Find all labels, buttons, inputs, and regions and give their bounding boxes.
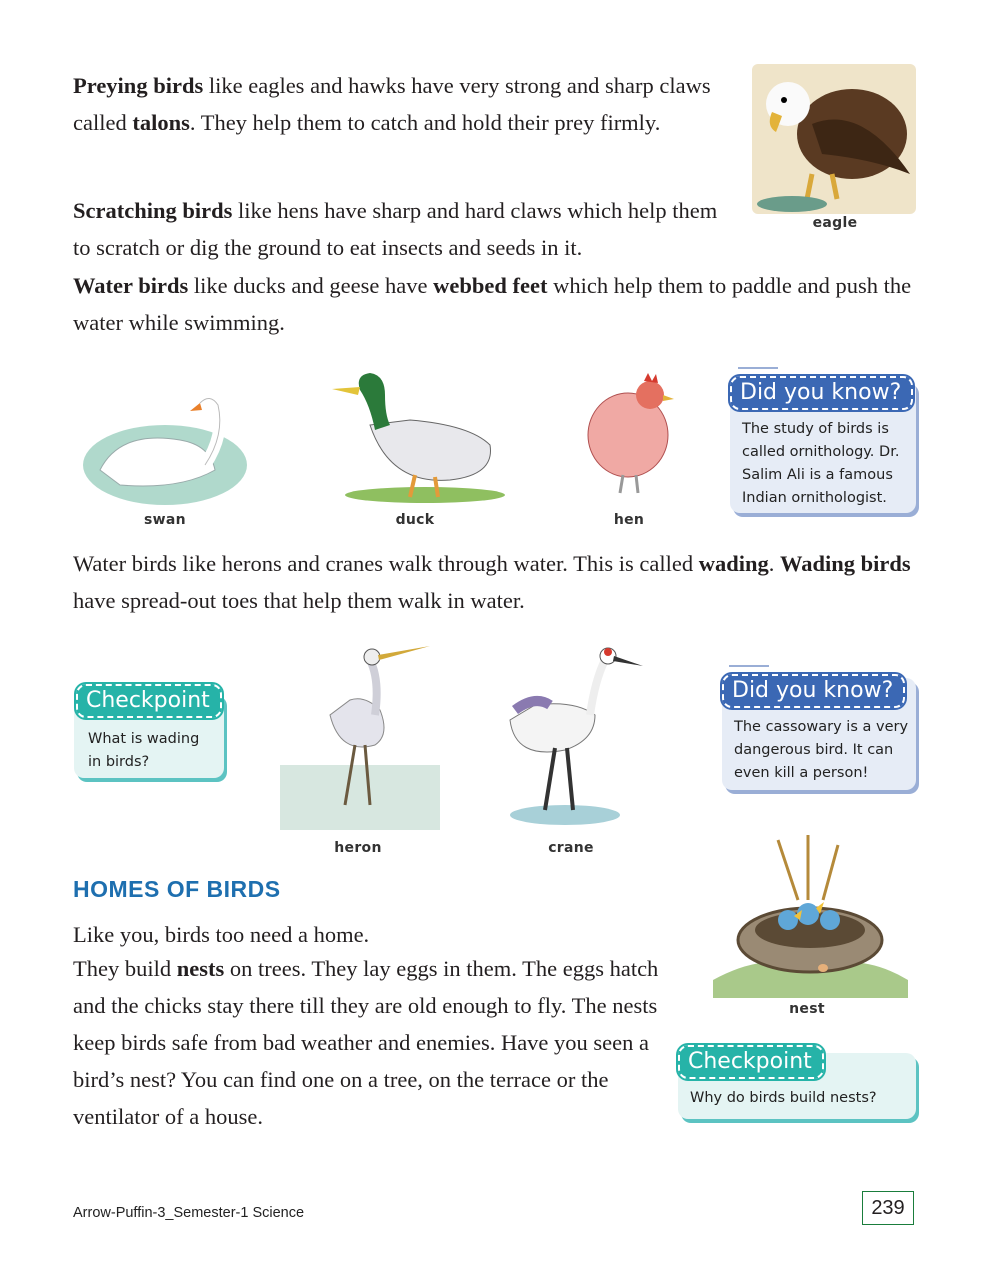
term-webbed-feet: webbed feet — [433, 273, 548, 298]
did-you-know-title-1: Did you know? — [730, 376, 913, 410]
footer-book-title: Arrow-Puffin-3_Semester-1 Science — [73, 1205, 305, 1221]
section-heading-homes-of-birds: HOMES OF BIRDS — [73, 876, 281, 902]
caption-crane: crane — [548, 840, 594, 856]
term-preying-birds: Preying birds — [73, 73, 204, 98]
term-water-birds: Water birds — [73, 273, 189, 298]
text-span: on trees. They lay eggs in them. The eggs hatch and the chicks stay there till they are old enough to fly. The nests keep birds safe from bad weather and enemies. Have you seen a bird’s nest? You can find one on a tree, on the terrace or the ventilator of a house. — [73, 956, 659, 1129]
paragraph-wading-birds — [73, 545, 918, 619]
eagle-illustration — [752, 64, 916, 214]
caption-eagle: eagle — [812, 215, 858, 231]
text-span: Water birds like herons and cranes walk through water. This is called — [73, 551, 699, 576]
paragraph-water-birds — [73, 267, 918, 341]
did-you-know-box-1 — [730, 380, 916, 513]
term-wading-birds: Wading birds — [780, 551, 911, 576]
hen-illustration — [578, 365, 678, 500]
page-number: 239 — [862, 1191, 914, 1225]
heron-illustration — [280, 640, 440, 830]
text-span: like hens have sharp and hard claws which help them to scratch or dig the ground to eat insects and seeds in it. — [73, 198, 718, 260]
paragraph-homes-intro: Like you, birds too need a home. — [73, 922, 370, 947]
decorative-line — [738, 367, 778, 369]
text-span: . They help them to catch and hold their prey firmly. — [189, 110, 661, 135]
text-span: like eagles and hawks have very strong and sharp claws called — [73, 73, 711, 135]
paragraph-preying-birds — [73, 67, 725, 141]
did-you-know-text-2: The cassowary is a very dangerous bird. It can even kill a person! — [734, 719, 909, 781]
did-you-know-title-2: Did you know? — [722, 674, 905, 708]
text-span: . — [768, 551, 780, 576]
term-talons: talons — [132, 110, 190, 135]
text-span: have spread-out toes that help them walk in water. — [73, 588, 525, 613]
did-you-know-box-2 — [722, 678, 916, 790]
term-nests: nests — [176, 956, 225, 981]
text-span: They build — [73, 956, 177, 981]
caption-hen: hen — [613, 512, 645, 528]
paragraph-homes-body — [73, 950, 673, 1135]
crane-illustration — [495, 640, 645, 830]
checkpoint-text-2: Why do birds build nests? — [690, 1090, 877, 1106]
checkpoint-box-2 — [678, 1049, 916, 1119]
text-span: which help them to paddle and push the water while swimming. — [73, 273, 912, 335]
duck-illustration — [330, 365, 505, 505]
caption-duck: duck — [395, 512, 435, 528]
caption-swan: swan — [144, 512, 186, 528]
term-wading: wading — [698, 551, 769, 576]
swan-illustration — [80, 385, 250, 513]
checkpoint-text-1: What is wading in birds? — [88, 731, 200, 770]
caption-nest: nest — [789, 1001, 825, 1017]
nest-illustration — [708, 830, 912, 998]
caption-heron: heron — [334, 840, 382, 856]
term-scratching-birds: Scratching birds — [73, 198, 233, 223]
paragraph-scratching-birds — [73, 192, 733, 266]
did-you-know-text-1: The study of birds is called ornithology. Dr. Salim Ali is a famous Indian ornithologist. — [742, 421, 900, 506]
checkpoint-title-1: Checkpoint — [76, 684, 222, 718]
text-span: like ducks and geese have — [188, 273, 434, 298]
checkpoint-box-1 — [74, 688, 224, 778]
checkpoint-title-2: Checkpoint — [678, 1045, 824, 1079]
decorative-line — [729, 665, 769, 667]
